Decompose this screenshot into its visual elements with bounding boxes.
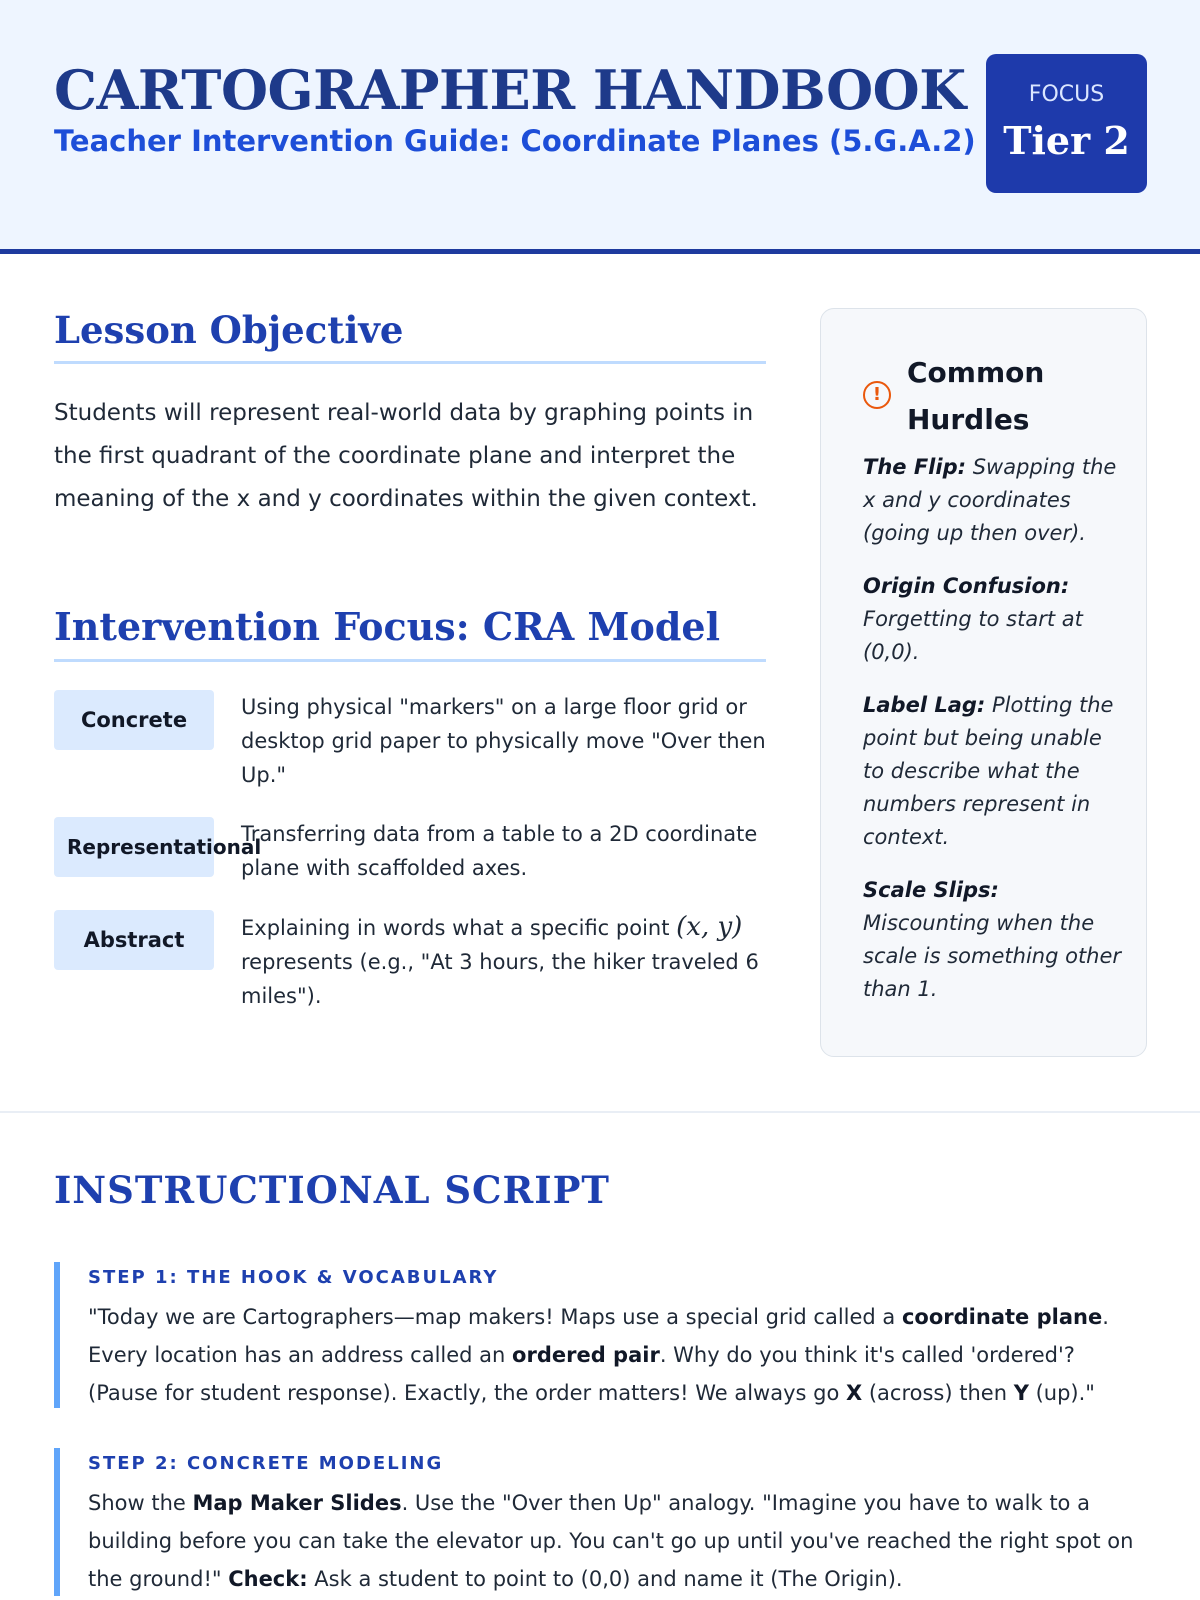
- section-divider: [0, 1111, 1200, 1113]
- alert-circle-icon: !: [863, 381, 891, 409]
- step-text: "Today we are Cartographers—map makers! Maps use a special grid called a: [88, 1305, 902, 1329]
- term-x: X: [845, 1381, 863, 1405]
- hurdle-text: Miscounting when the scale is something other than 1.: [863, 911, 1122, 1001]
- hurdle-text: Swapping the x and y coordinates (going up then over).: [863, 455, 1117, 545]
- page-subtitle: Teacher Intervention Guide: Coordinate Planes (5.G.A.2): [54, 124, 976, 158]
- hurdle-term: Origin Confusion:: [863, 574, 1070, 598]
- focus-tier: Tier 2: [1003, 118, 1130, 163]
- step-text: . Why do you think it's called 'ordered'? (Pause for student response). Exactly, the order matters! We always go: [88, 1343, 1075, 1405]
- step-text: Ask a student to point to (0,0) and name it (The Origin).: [307, 1567, 903, 1591]
- step-text: (across) then: [862, 1381, 1014, 1405]
- hurdle-item: [863, 874, 1123, 1006]
- cra-desc-abstract-before: Explaining in words what a specific point: [241, 916, 670, 940]
- hurdle-term: Scale Slips:: [863, 878, 999, 902]
- term-coordinate-plane: coordinate plane: [901, 1305, 1103, 1329]
- focus-badge: [986, 54, 1147, 193]
- cra-desc-representational: Transferring data from a table to a 2D coordinate plane with scaffolded axes.: [241, 822, 758, 880]
- step-title: STEP 1: THE HOOK & VOCABULARY: [88, 1267, 499, 1288]
- hurdle-term: The Flip:: [863, 455, 967, 479]
- hurdle-term: Label Lag:: [863, 693, 986, 717]
- cra-tag-concrete: Concrete: [54, 690, 214, 750]
- page-header: [0, 0, 1200, 254]
- hurdles-title: Common Hurdles: [907, 356, 1045, 436]
- common-hurdles-card: [820, 308, 1147, 1057]
- step-text: . Every location has an address called an: [88, 1305, 1109, 1367]
- hurdle-text: Forgetting to start at (0,0).: [863, 607, 1083, 664]
- point-notation: (x, y): [676, 912, 743, 942]
- script-step-1: [54, 1262, 1147, 1408]
- term-map-maker-slides: Map Maker Slides: [192, 1491, 402, 1515]
- hurdle-list: [863, 451, 1123, 1026]
- hurdle-item: [863, 451, 1123, 550]
- step-body: [88, 1484, 1147, 1598]
- step-title: STEP 2: CONCRETE MODELING: [88, 1453, 444, 1474]
- term-check: Check:: [228, 1567, 308, 1591]
- cra-desc-abstract: [241, 910, 766, 1013]
- step-body: [88, 1298, 1147, 1412]
- page-title: CARTOGRAPHER HANDBOOK: [54, 58, 966, 122]
- cra-heading: Intervention Focus: CRA Model: [54, 604, 766, 662]
- hurdle-text: Plotting the point but being unable to describe what the numbers represent in context.: [863, 693, 1114, 849]
- cra-desc-abstract-after: represents (e.g., "At 3 hours, the hiker traveled 6 miles").: [241, 950, 759, 1008]
- cra-tag-representational: Representational: [54, 817, 214, 877]
- term-ordered-pair: ordered pair: [512, 1343, 660, 1367]
- hurdle-item: [863, 689, 1123, 854]
- term-y: Y: [1013, 1381, 1029, 1405]
- script-heading: INSTRUCTIONAL SCRIPT: [54, 1168, 610, 1212]
- step-text: Show the: [88, 1491, 193, 1515]
- step-text: (up).": [1028, 1381, 1095, 1405]
- script-step-2: [54, 1448, 1147, 1596]
- hurdle-item: [863, 570, 1123, 669]
- objective-text: Students will represent real-world data by graphing points in the first quadrant of the coordinate plane and interpret the meaning of the x and y coordinates within the given context.: [54, 400, 758, 512]
- cra-tag-abstract: Abstract: [54, 910, 214, 970]
- step-text: . Use the "Over then Up" analogy. "Imagine you have to walk to a building before you can take the elevator up. You can't go up until you've reached the right spot on the ground!": [88, 1491, 1134, 1591]
- focus-label: FOCUS: [1028, 82, 1105, 107]
- objective-heading: Lesson Objective: [54, 308, 766, 364]
- cra-desc-concrete: Using physical "markers" on a large floor grid or desktop grid paper to physically move "Over then Up.": [241, 695, 766, 787]
